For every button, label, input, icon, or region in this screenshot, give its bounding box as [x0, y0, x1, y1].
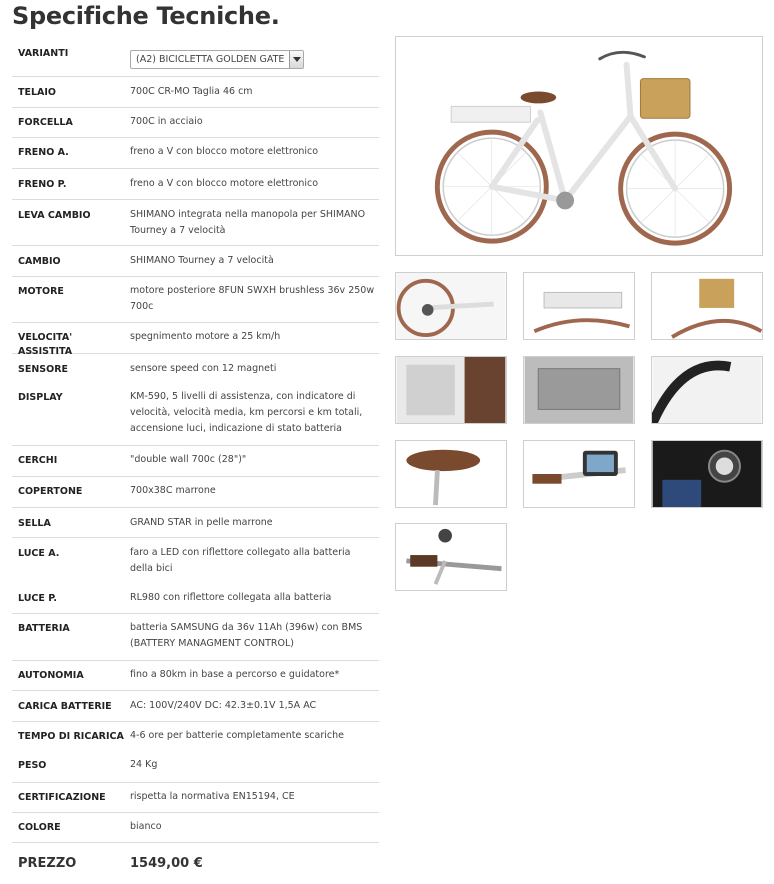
spec-row	[12, 477, 379, 508]
spec-label: FRENO A.	[18, 147, 69, 158]
variant-select[interactable]	[130, 50, 304, 69]
spec-row	[12, 722, 379, 752]
spec-label: TELAIO	[18, 87, 56, 98]
spec-label: CAMBIO	[18, 256, 61, 267]
spec-label: SELLA	[18, 518, 51, 529]
spec-table	[12, 38, 379, 883]
spec-label: MOTORE	[18, 286, 64, 297]
bicycle-photo-icon	[396, 37, 762, 255]
spec-row	[12, 138, 379, 169]
thumbnail-frame[interactable]	[395, 356, 507, 424]
spec-row	[12, 813, 379, 843]
handlebar-display-icon	[524, 441, 634, 507]
spec-value: 700C in acciaio	[130, 116, 203, 127]
rear-wheel-derailleur-icon	[396, 273, 506, 339]
thumbnail-hub[interactable]	[651, 356, 763, 424]
spec-value: 700C CR-MO Taglia 46 cm	[130, 86, 253, 97]
battery-rack-icon	[524, 273, 634, 339]
spec-label: BATTERIA	[18, 623, 70, 634]
spec-row	[12, 383, 379, 446]
spec-row	[12, 752, 379, 783]
spec-value: "double wall 700c (28")"	[130, 454, 247, 465]
spec-value: 24 Kg	[130, 759, 158, 770]
spec-value: SHIMANO Tourney a 7 velocità	[130, 255, 274, 266]
spec-value: AC: 100V/240V DC: 42.3±0.1V 1,5A AC	[130, 700, 317, 711]
thumbnail-battery[interactable]	[523, 272, 635, 340]
motor-housing-icon	[524, 357, 634, 423]
price-row	[12, 843, 379, 883]
thumbnail-rear-wheel[interactable]	[395, 272, 507, 340]
spec-row	[12, 584, 379, 614]
spec-row	[12, 538, 379, 584]
spec-value: GRAND STAR in pelle marrone	[130, 517, 273, 528]
spec-label: AUTONOMIA	[18, 670, 84, 681]
spec-value: spegnimento motore a 25 km/h	[130, 331, 281, 342]
thumbnail-saddle[interactable]	[395, 440, 507, 508]
thumbnail-basket[interactable]	[651, 272, 763, 340]
spec-row	[12, 200, 379, 246]
spec-row	[12, 614, 379, 661]
spec-row	[12, 169, 379, 200]
spec-value: RL980 con riflettore collegata alla batteria	[130, 592, 332, 603]
spec-value: motore posteriore 8FUN SWXH brushless 36v 250w 700c	[130, 285, 375, 312]
spec-value: 700x38C marrone	[130, 485, 216, 496]
spec-value: rispetta la normativa EN15194, CE	[130, 791, 295, 802]
spec-label: COPERTONE	[18, 486, 83, 497]
spec-label: SENSORE	[18, 364, 69, 375]
spec-label: TEMPO DI RICARICA	[18, 731, 124, 742]
spec-row	[12, 446, 379, 477]
spec-value: KM-590, 5 livelli di assistenza, con indicatore di velocità, velocità media, km percorsi e km totali, accensione luci, indicazione di stato batteria	[130, 391, 363, 434]
front-led-light-icon	[652, 441, 762, 507]
spec-row-varianti	[12, 38, 379, 77]
spec-label: CARICA BATTERIE	[18, 701, 112, 712]
spec-label: LUCE P.	[18, 593, 58, 604]
spec-row	[12, 508, 379, 538]
spec-label: FORCELLA	[18, 117, 73, 128]
spec-label: COLORE	[18, 822, 61, 833]
spec-value: freno a V con blocco motore elettronico	[130, 178, 319, 189]
price-value: 1549,00 €	[130, 856, 203, 871]
spec-row	[12, 661, 379, 691]
spec-row	[12, 783, 379, 813]
spec-row	[12, 246, 379, 277]
spec-row	[12, 691, 379, 722]
thumbnail-brake[interactable]	[395, 523, 507, 591]
spec-value: sensore speed con 12 magneti	[130, 363, 277, 374]
thumbnail-light[interactable]	[651, 440, 763, 508]
variant-label: VARIANTI	[18, 48, 69, 59]
wheel-hub-icon	[652, 357, 762, 423]
main-product-image[interactable]	[395, 36, 763, 256]
spec-row	[12, 323, 379, 357]
chevron-down-icon[interactable]	[289, 51, 303, 68]
thumbnail-motor[interactable]	[523, 356, 635, 424]
spec-label: CERTIFICAZIONE	[18, 792, 106, 803]
spec-value: 4-6 ore per batterie completamente scariche	[130, 730, 344, 741]
brake-lever-icon	[396, 524, 506, 590]
spec-row	[12, 108, 379, 138]
front-basket-icon	[652, 273, 762, 339]
spec-row	[12, 354, 379, 383]
spec-label: VELOCITA' ASSISTITA	[18, 332, 73, 357]
spec-value: batteria SAMSUNG da 36v 11Ah (396w) con BMS (BATTERY MANAGMENT CONTROL)	[130, 622, 363, 649]
spec-value: fino a 80km in base a percorso e guidatore*	[130, 669, 340, 680]
spec-value: freno a V con blocco motore elettronico	[130, 146, 319, 157]
thumbnail-display[interactable]	[523, 440, 635, 508]
spec-label: LUCE A.	[18, 548, 60, 559]
spec-label: FRENO P.	[18, 179, 67, 190]
price-label: PREZZO	[18, 856, 77, 871]
spec-row	[12, 77, 379, 108]
variant-selected-value: (A2) BICICLETTA GOLDEN GATE	[136, 54, 285, 65]
spec-value: SHIMANO integrata nella manopola per SHIMANO Tourney a 7 velocità	[130, 209, 366, 236]
frame-tube-closeup-icon	[396, 357, 506, 423]
spec-value: bianco	[130, 821, 162, 832]
spec-label: DISPLAY	[18, 392, 63, 403]
brown-saddle-icon	[396, 441, 506, 507]
spec-label: LEVA CAMBIO	[18, 210, 91, 221]
spec-label: PESO	[18, 760, 47, 771]
spec-row	[12, 277, 379, 323]
page-title: Specifiche Tecniche.	[12, 2, 280, 30]
spec-label: CERCHI	[18, 455, 58, 466]
spec-value: faro a LED con riflettore collegato alla batteria della bici	[130, 547, 351, 574]
